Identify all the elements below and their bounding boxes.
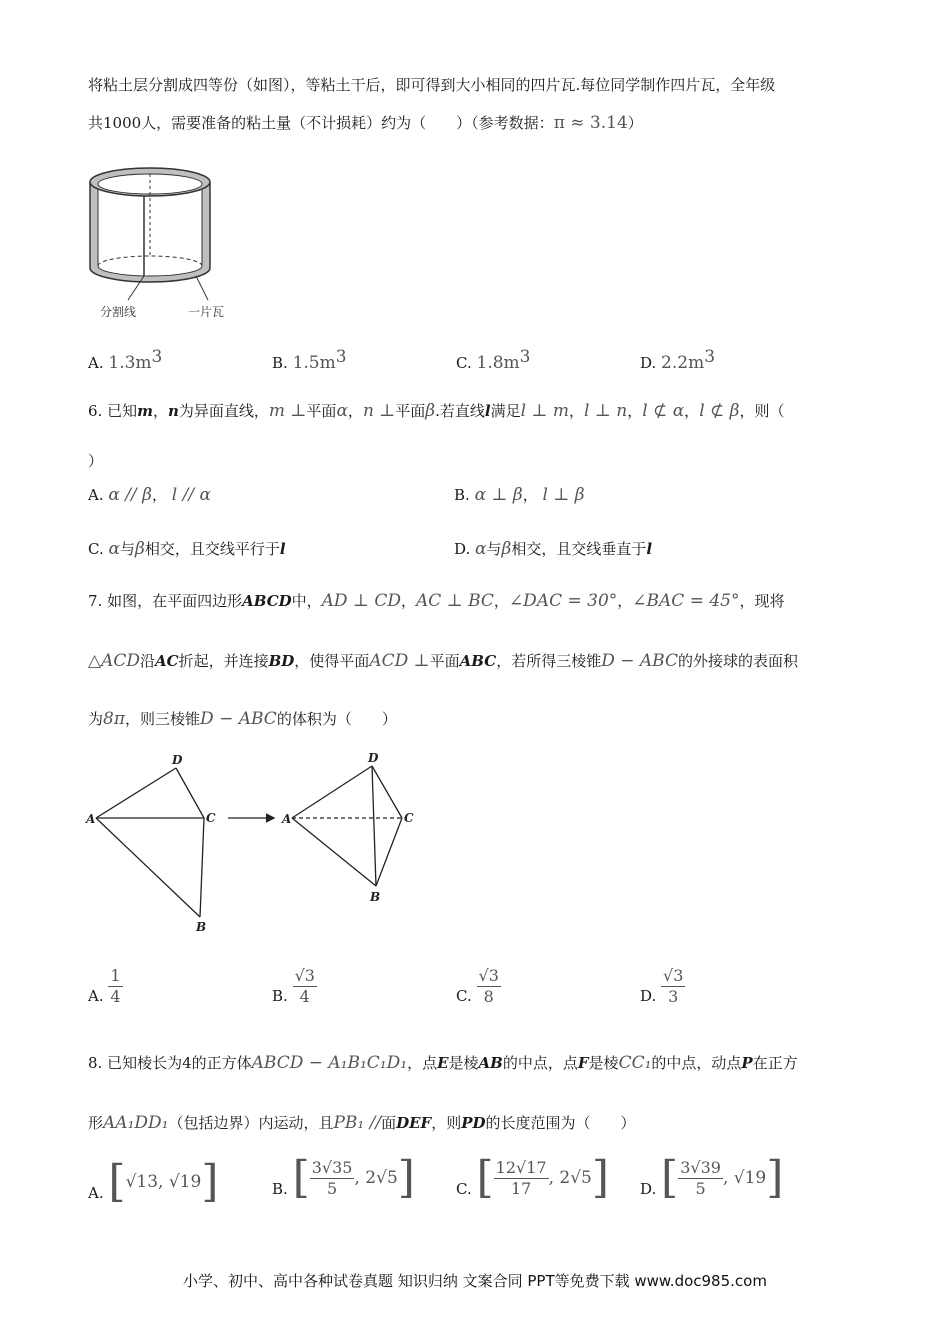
- fig1-label-a: A: [86, 812, 96, 826]
- fig1-label-d: D: [172, 753, 183, 767]
- intro-line-1: 将粘土层分割成四等份（如图），等粘土干后，即可得到大小相同的四片瓦.每位同学制作四片瓦，全年级: [88, 76, 776, 94]
- q6-option-c[interactable]: C. α与β相交，且交线平行于l: [88, 539, 286, 559]
- q6-option-d[interactable]: D. α与β相交，且交线垂直于l: [454, 539, 653, 559]
- q8-option-b[interactable]: B. [ $\frac{3√35}{5}$ , 2√5]: [272, 1152, 415, 1203]
- fig1-label-c: C: [206, 811, 216, 825]
- fig2-label-c: C: [404, 811, 414, 825]
- q7-figure: [80, 752, 440, 937]
- pi-approx: π ≈ 3.14: [553, 113, 628, 133]
- fig1-label-b: B: [196, 920, 207, 934]
- q7-stem-3: 为8π，则三棱锥D − ABC的体积为（ ）: [88, 709, 397, 729]
- split-line-label: 分割线: [100, 305, 137, 319]
- q7-option-a[interactable]: A. $\frac{1}{4}$: [88, 966, 121, 1006]
- fig2-label-a: A: [282, 812, 292, 826]
- q8-option-a[interactable]: A. [√13, √19]: [88, 1156, 219, 1207]
- q8-option-c[interactable]: C. [ $\frac{12√17}{17}$ , 2√5]: [456, 1152, 610, 1203]
- q6-option-b[interactable]: B. α ⊥ β， l ⊥ β: [454, 485, 585, 505]
- cylinder-figure: [84, 160, 254, 325]
- q7-option-b[interactable]: B. $\frac{√3}{4}$: [272, 966, 315, 1006]
- q7-stem-2: △ACD沿AC折起，并连接BD，使得平面ACD ⊥平面ABC，若所得三棱锥D − ABC的外接球的表面积: [88, 651, 798, 671]
- tile-label: 一片瓦: [188, 305, 225, 319]
- page-footer: 小学、初中、高中各种试卷真题 知识归纳 文案合同 PPT等免费下载 www.doc985.com: [183, 1272, 767, 1290]
- q6-option-a[interactable]: A. α // β， l // α: [88, 485, 211, 505]
- q8-stem-1: 8. 已知棱长为4的正方体ABCD − A₁B₁C₁D₁，点E是棱AB的中点，点F是棱CC₁的中点，动点P在正方: [88, 1053, 798, 1073]
- q5-option-b[interactable]: B. $1.5m^3$: [272, 347, 347, 373]
- q7-option-d[interactable]: D. $\frac{√3}{3}$: [640, 966, 684, 1006]
- q5-option-d[interactable]: D. $2.2m^3$: [640, 347, 716, 373]
- fig2-label-d: D: [368, 752, 379, 765]
- q5-option-a[interactable]: A. $1.3m^3$: [88, 347, 163, 373]
- q7-stem-1: 7. 如图，在平面四边形ABCD中，AD ⊥ CD，AC ⊥ BC，∠DAC = 30°，∠BAC = 45°，现将: [88, 591, 785, 611]
- fig2-label-b: B: [370, 890, 381, 904]
- q7-option-c[interactable]: C. $\frac{√3}{8}$: [456, 966, 499, 1006]
- q5-option-c[interactable]: C. $1.8m^3$: [456, 347, 531, 373]
- q6-stem: 6. 已知m，n为异面直线，m ⊥平面α，n ⊥平面β.若直线l满足l ⊥ m，l ⊥ n，l ⊄ α，l ⊄ β，则（: [88, 401, 785, 421]
- q8-stem-2: 形AA₁DD₁（包括边界）内运动，且PB₁ //面DEF，则PD的长度范围为（ ）: [88, 1113, 636, 1133]
- q8-option-d[interactable]: D. [ $\frac{3√39}{5}$ , √19]: [640, 1152, 784, 1203]
- intro-line-2: 共1000人，需要准备的粘土量（不计损耗）约为（ ）（参考数据：π ≈ 3.14）: [88, 113, 643, 133]
- q6-stem-end: ）: [88, 452, 104, 470]
